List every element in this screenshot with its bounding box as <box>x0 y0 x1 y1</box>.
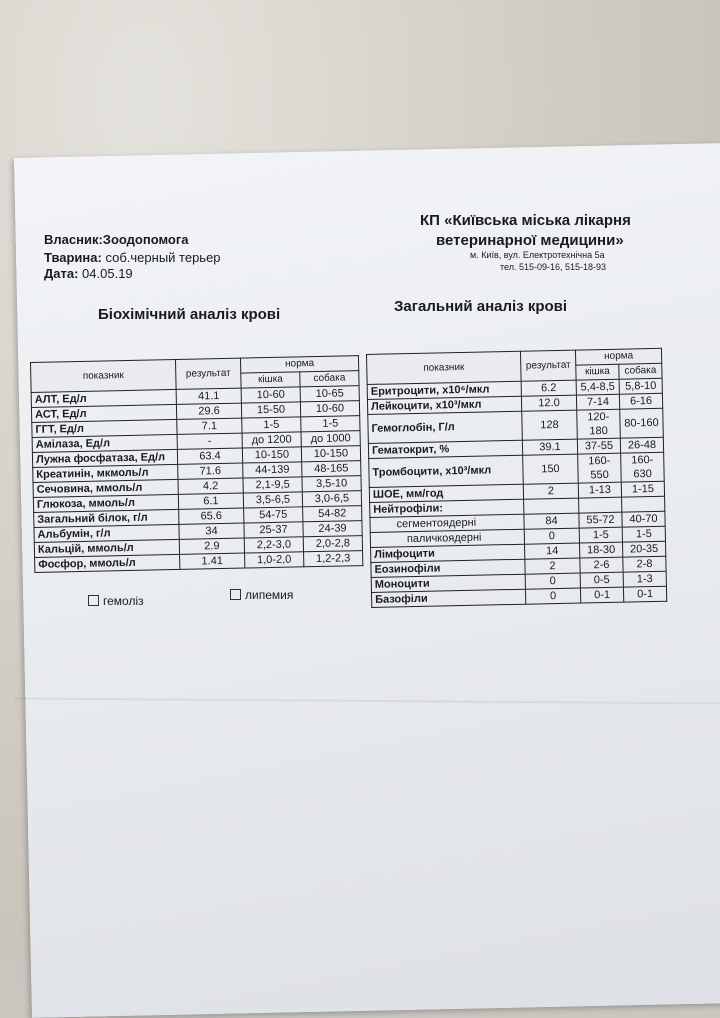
cell-dog: 10-65 <box>300 386 359 402</box>
clinic-phones: тел. 515-09-16, 515-18-93 <box>500 262 607 272</box>
cell-name: АСТ, Ед/л <box>31 404 176 422</box>
cell-result <box>524 498 579 514</box>
owner-label: Власник: <box>44 232 103 247</box>
cbc-col-norm: норма <box>575 348 661 365</box>
cell-result: 65.6 <box>179 508 244 524</box>
cell-name: Лужна фосфатаза, Ед/л <box>32 449 177 467</box>
owner-value: Зоодопомога <box>102 232 189 247</box>
animal-line <box>44 250 221 265</box>
cell-cat: 10-60 <box>241 387 300 403</box>
cell-dog: 0-1 <box>623 586 666 602</box>
cell-cat: 10-150 <box>242 447 301 463</box>
cell-dog: до 1000 <box>301 431 360 447</box>
biochem-col-cat: кішка <box>241 372 300 388</box>
cell-result: 6.1 <box>178 493 243 509</box>
cbc-col-result: результат <box>520 350 576 381</box>
cell-result: - <box>177 433 242 449</box>
cbc-body <box>367 378 667 607</box>
cell-name: Альбумін, г/л <box>34 524 179 542</box>
cell-dog: 10-150 <box>301 446 360 462</box>
cell-result: 150 <box>523 454 579 484</box>
cell-cat: 25-37 <box>244 522 303 538</box>
date-label: Дата: <box>44 266 79 281</box>
cell-dog: 160-630 <box>621 452 665 482</box>
biochem-col-dog: собака <box>300 371 359 387</box>
clinic-address: м. Київ, вул. Електротехнічна 5а <box>470 250 605 260</box>
cell-result: 0 <box>525 588 580 604</box>
biochem-col-indicator: показник <box>31 359 177 392</box>
cell-cat: 1-5 <box>579 527 622 543</box>
biochem-title: Біохімічний аналіз крові <box>98 306 281 323</box>
cell-name: Гематокрит, % <box>368 440 522 458</box>
cell-dog: 3,0-6,5 <box>302 491 361 507</box>
cell-result: 34 <box>179 523 244 539</box>
cell-dog: 54-82 <box>303 506 362 522</box>
cell-dog: 1-5 <box>301 416 360 432</box>
cell-name: Тромбоцити, х10³/мкл <box>369 455 524 487</box>
cell-name: Еозинофіли <box>371 559 525 577</box>
cell-result: 14 <box>525 543 580 559</box>
cell-result: 2 <box>523 483 578 499</box>
cbc-col-indicator: показник <box>367 351 522 384</box>
cell-cat: 5,4-8,5 <box>576 379 619 395</box>
clinic-name-line1: КП «Київська міська лікарня <box>420 212 631 229</box>
cell-cat: 0-5 <box>580 572 623 588</box>
cell-dog: 3,5-10 <box>302 476 361 492</box>
cell-name: Нейтрофіли: <box>370 499 524 517</box>
biochem-col-result: результат <box>175 358 241 389</box>
cell-result: 0 <box>525 573 580 589</box>
cell-name: Глюкоза, ммоль/л <box>33 494 178 512</box>
cell-dog <box>622 496 665 512</box>
cell-name: паличкоядерні <box>370 529 524 547</box>
cell-dog: 80-160 <box>620 408 664 438</box>
biochem-body <box>31 386 363 573</box>
cell-cat: 54-75 <box>244 507 303 523</box>
cell-result: 84 <box>524 513 579 529</box>
cell-dog: 5,8-10 <box>619 378 662 394</box>
lipemia-label: липемия <box>245 588 294 602</box>
cell-name: ГГТ, Ед/л <box>32 419 177 437</box>
cell-cat: 55-72 <box>579 512 622 528</box>
cell-result: 6.2 <box>521 380 576 396</box>
checkbox-square[interactable] <box>88 595 99 606</box>
cell-cat: 1-13 <box>578 482 621 498</box>
cbc-col-dog: собака <box>619 363 662 379</box>
cbc-title: Загальний аналіз крові <box>394 298 568 315</box>
date-line <box>44 266 133 281</box>
cell-cat: 44-139 <box>243 462 302 478</box>
cell-cat: до 1200 <box>242 432 301 448</box>
cell-result: 4.2 <box>178 478 243 494</box>
cell-dog: 26-48 <box>620 437 663 453</box>
cell-dog: 6-16 <box>619 393 662 409</box>
checkbox-square[interactable] <box>230 589 241 600</box>
lipemia-checkbox[interactable] <box>230 588 293 602</box>
cell-result: 0 <box>524 528 579 544</box>
cell-result: 2.9 <box>179 538 244 554</box>
cell-name: Сечовина, ммоль/л <box>33 479 178 497</box>
cell-result: 2 <box>525 558 580 574</box>
cell-name: Еритроцити, х10⁶/мкл <box>367 381 521 399</box>
cell-result: 41.1 <box>176 388 241 404</box>
hemolysis-label: гемоліз <box>103 594 144 608</box>
cell-result: 12.0 <box>521 395 576 411</box>
cell-name: Моноцити <box>371 574 525 592</box>
cell-cat: 1-5 <box>242 417 301 433</box>
cell-cat: 2,1-9,5 <box>243 477 302 493</box>
cbc-col-cat: кішка <box>576 364 619 380</box>
cell-cat: 37-55 <box>577 438 620 454</box>
cell-cat: 2-6 <box>580 557 623 573</box>
cell-dog: 1,2-2,3 <box>304 551 363 567</box>
cell-name: Загальний білок, г/л <box>34 509 179 527</box>
cell-cat: 7-14 <box>576 394 619 410</box>
cbc-table <box>366 348 667 608</box>
cell-cat: 18-30 <box>580 542 623 558</box>
cell-dog: 24-39 <box>303 521 362 537</box>
cell-name: АЛТ, Ед/л <box>31 389 176 407</box>
cell-cat: 1,0-2,0 <box>245 552 304 568</box>
cell-name: Фосфор, ммоль/л <box>35 554 180 572</box>
cell-dog: 2-8 <box>623 556 666 572</box>
cell-cat: 0-1 <box>580 587 623 603</box>
cell-result: 63.4 <box>177 448 242 464</box>
cell-result: 1.41 <box>180 553 245 569</box>
cell-dog: 1-15 <box>621 481 664 497</box>
cell-dog: 1-5 <box>622 526 665 542</box>
cell-cat: 15-50 <box>241 402 300 418</box>
biochem-col-norm: норма <box>240 356 358 373</box>
cell-name: Лімфоцити <box>371 544 525 562</box>
cell-result: 71.6 <box>178 463 243 479</box>
date-value: 04.05.19 <box>82 266 133 281</box>
owner-line <box>44 232 189 247</box>
animal-label: Тварина: <box>44 250 102 265</box>
cell-dog: 48-165 <box>302 461 361 477</box>
cell-name: Лейкоцити, х10³/мкл <box>367 396 521 414</box>
cell-dog: 20-35 <box>622 541 665 557</box>
cell-cat: 160-550 <box>578 453 622 483</box>
cell-name: Кальцій, ммоль/л <box>34 539 179 557</box>
cell-result: 29.6 <box>176 403 241 419</box>
cell-result: 39.1 <box>522 439 577 455</box>
cell-name: Базофіли <box>371 589 525 607</box>
cell-name: сегментоядерні <box>370 514 524 532</box>
cell-dog: 10-60 <box>300 401 359 417</box>
cell-result: 7.1 <box>177 418 242 434</box>
cell-name: Амілаза, Ед/л <box>32 434 177 452</box>
cell-dog: 40-70 <box>622 511 665 527</box>
hemolysis-checkbox[interactable] <box>88 594 144 608</box>
cell-cat: 120-180 <box>577 409 621 439</box>
clinic-name-line2: ветеринарної медицини» <box>436 232 624 249</box>
cell-cat: 3,5-6,5 <box>243 492 302 508</box>
cell-dog: 2,0-2,8 <box>303 536 362 552</box>
cell-cat <box>579 497 622 513</box>
cell-result: 128 <box>522 410 578 440</box>
biochem-table <box>30 355 363 573</box>
cell-dog: 1-3 <box>623 571 666 587</box>
animal-value: соб.черный терьер <box>105 250 221 265</box>
cell-name: Креатинін, мкмоль/л <box>33 464 178 482</box>
cell-cat: 2,2-3,0 <box>244 537 303 553</box>
cell-name: Гемоглобін, Г/л <box>368 411 523 443</box>
cell-name: ШОЕ, мм/год <box>369 484 523 502</box>
